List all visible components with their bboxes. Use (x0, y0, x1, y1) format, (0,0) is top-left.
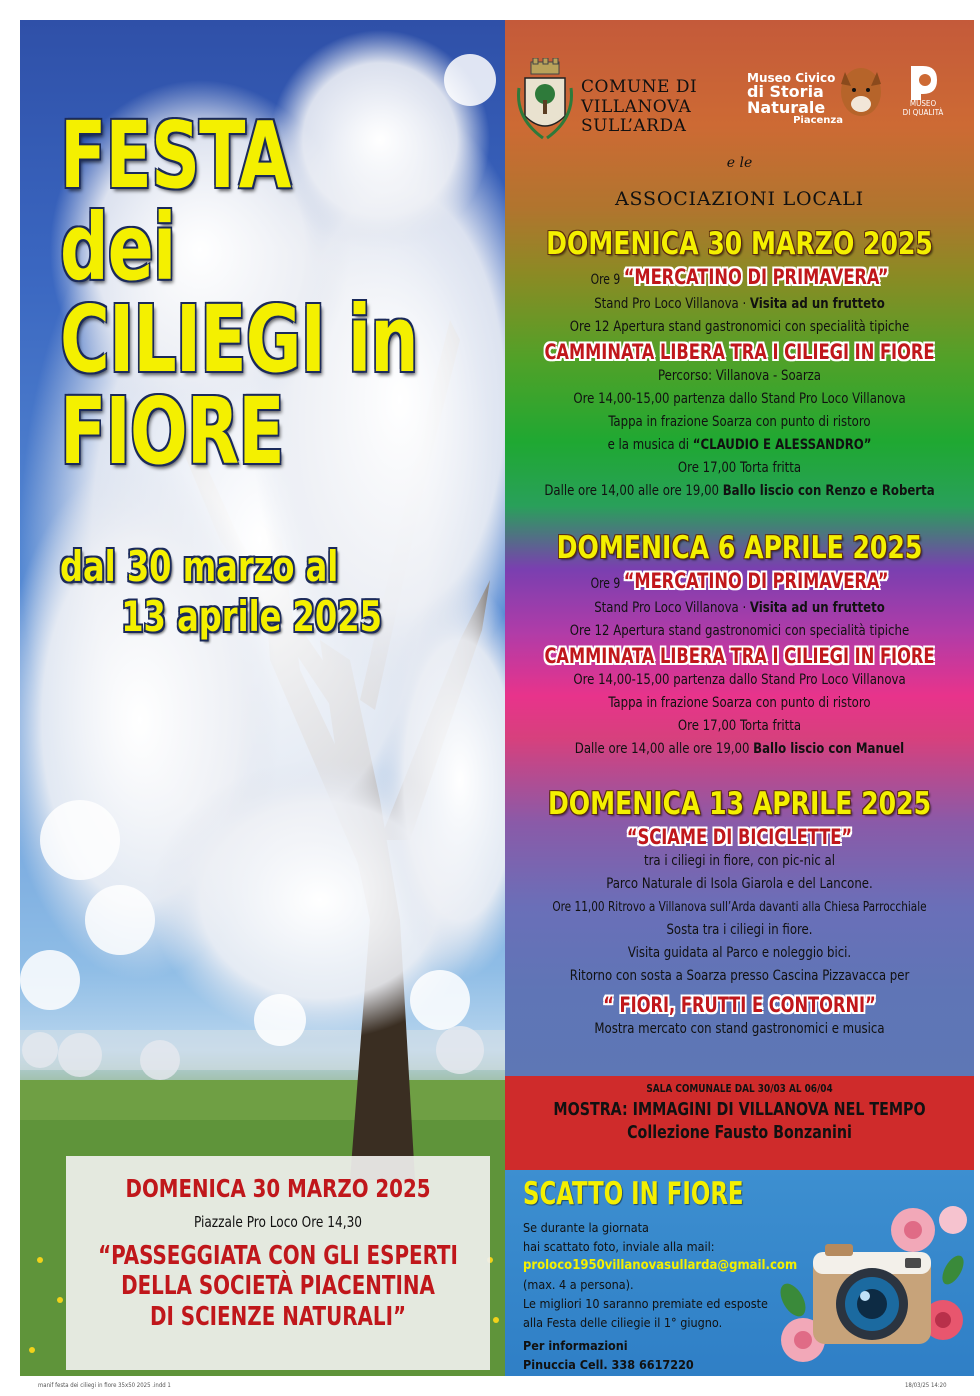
day2-ballo-artists: Ballo liscio con Manuel (753, 741, 905, 757)
photo-contest-title: SCATTO IN FIORE (523, 1176, 744, 1212)
day1-camminata: CAMMINATA LIBERA TRA I CILIEGI IN FIORE (544, 340, 935, 364)
photo-contest-box (505, 1170, 974, 1376)
museo-line: Museo Civico (747, 71, 836, 85)
photo-contest-line: alla Festa delle ciliegie il 1° giugno. (523, 1315, 723, 1330)
title-line-3: FIORE (60, 378, 284, 485)
day1-musica-artists: “CLAUDIO E ALESSANDRO” (692, 437, 872, 453)
contest-email-link[interactable]: proloco1950villanovasullarda@gmail.com (523, 1258, 798, 1273)
day2-torta: Ore 17,00 Torta fritta (677, 718, 802, 734)
photo-contest-line: hai scattato foto, inviale alla mail: (523, 1239, 715, 1254)
special-event-title-line: DI SCIENZE NATURALI” (149, 1301, 407, 1332)
comune-line: VILLANOVA (581, 96, 692, 117)
print-file-info: manif festa dei ciliegi in fiore 35x50 2025 .indd 1 (38, 1382, 171, 1389)
day1-torta: Ore 17,00 Torta fritta (677, 460, 802, 476)
special-event-box (66, 1156, 490, 1370)
title-line-2: CILIEGI in (60, 286, 418, 393)
day2-stand (528, 597, 950, 620)
day3-line: Mostra mercato con stand gastronomici e musica (594, 1021, 885, 1037)
day1-partenza: Ore 14,00-15,00 partenza dallo Stand Pro Loco Villanova (573, 391, 906, 407)
day1-visita: Visita ad un frutteto (749, 296, 885, 312)
day2-program (505, 530, 974, 761)
comune-line: COMUNE DI (581, 77, 698, 97)
museo-line: Naturale (747, 98, 826, 117)
day1-mercatino (538, 264, 941, 293)
day3-fiori: “ FIORI, FRUTTI E CONTORNI” (603, 993, 876, 1017)
day1-percorso: Percorso: Villanova - Soarza (657, 368, 822, 384)
contact-phone: Pinuccia Cell. 338 6617220 (523, 1357, 694, 1372)
day2-partenza: Ore 14,00-15,00 partenza dallo Stand Pro Loco Villanova (573, 672, 906, 688)
day1-stand-text: Stand Pro Loco Villanova · (594, 296, 750, 312)
title-line-1: FESTA dei (60, 102, 291, 301)
day1-program (505, 226, 974, 503)
associazioni-locali: ASSOCIAZIONI LOCALI (615, 188, 864, 210)
coat-of-arms-icon (515, 58, 575, 154)
day1-stand (528, 293, 950, 316)
photo-contest-line: (max. 4 a persona). (523, 1277, 634, 1292)
day3-line: Ritorno con sosta a Soarza presso Cascina Pizzavacca per (569, 968, 910, 984)
day2-visita: Visita ad un frutteto (749, 600, 885, 616)
mostra-title: MOSTRA: IMMAGINI DI VILLANOVA NEL TEMPO (553, 1099, 926, 1120)
comune-line: SULL’ARDA (581, 116, 687, 137)
day2-mercatino-title: “MERCATINO DI PRIMAVERA” (623, 569, 889, 593)
museo-quality-line: MUSEO (909, 99, 937, 108)
day3-line: Ore 11,00 Ritrovo a Villanova sull’Arda davanti alla Chiesa Parrocchiale (552, 900, 927, 915)
museo-line: Piacenza (793, 115, 843, 126)
day1-ballo (528, 480, 950, 503)
contact-info-label: Per informazioni (523, 1338, 628, 1353)
special-event-place: Piazzale Pro Loco Ore 14,30 (193, 1213, 363, 1231)
museo-line: di Storia (747, 82, 824, 101)
day2-stand-text: Stand Pro Loco Villanova · (594, 600, 750, 616)
dates-line-1: dal 30 marzo al (60, 542, 339, 591)
dates-line-2: 13 aprile 2025 (121, 592, 382, 642)
poster (20, 20, 974, 1376)
museo-quality-label (893, 100, 953, 118)
cherry-tree-photo (20, 20, 505, 1376)
day3-line: Sosta tra i ciliegi in fiore. (666, 922, 813, 938)
mostra-collection: Collezione Fausto Bonzanini (627, 1122, 852, 1143)
special-event-title-line: “PASSEGGIATA CON GLI ESPERTI (98, 1241, 458, 1271)
organizers-header (505, 50, 974, 170)
photo-contest-line: Se durante la giornata (523, 1220, 649, 1235)
mostra-place: SALA COMUNALE DAL 30/03 AL 06/04 (646, 1082, 833, 1095)
museo-quality-icon (903, 62, 943, 102)
day2-tappa: Tappa in frazione Soarza con punto di ristoro (608, 695, 871, 711)
museo-quality-line: DI QUALITÀ (902, 107, 944, 117)
day2-title: DOMENICA 6 APRILE 2025 (556, 530, 923, 566)
day1-tappa: Tappa in frazione Soarza con punto di ristoro (608, 414, 871, 430)
day3-sciame: “SCIAME DI BICICLETTE” (626, 825, 853, 849)
print-timestamp: 18/03/25 14:20 (905, 1382, 947, 1389)
mostra-banner (505, 1076, 974, 1170)
special-event-title-line: DELLA SOCIETÀ PIACENTINA (121, 1271, 435, 1302)
day2-ore9: Ore 9 (590, 576, 621, 592)
day2-ballo-text: Dalle ore 14,00 alle ore 19,00 (574, 741, 754, 757)
special-event-title (98, 1241, 458, 1332)
day1-mercatino-title: “MERCATINO DI PRIMAVERA” (623, 265, 889, 289)
special-event-date: DOMENICA 30 MARZO 2025 (125, 1174, 431, 1203)
day3-program (505, 786, 974, 1041)
e-le-text: e le (726, 155, 753, 171)
day3-line: tra i ciliegi in fiore, con pic-nic al (643, 853, 836, 869)
day1-ore9: Ore 9 (590, 272, 621, 288)
festival-dates (60, 542, 500, 643)
comune-name (581, 78, 697, 137)
day2-mercatino (538, 568, 941, 597)
day1-ballo-text: Dalle ore 14,00 alle ore 19,00 (544, 483, 723, 499)
photo-contest-line: Le migliori 10 saranno premiate ed esposte (523, 1296, 768, 1311)
day2-ballo (528, 738, 950, 761)
day2-camminata: CAMMINATA LIBERA TRA I CILIEGI IN FIORE (544, 644, 935, 668)
day3-title: DOMENICA 13 APRILE 2025 (547, 786, 932, 822)
fox-icon (835, 58, 887, 120)
day3-line: Parco Naturale di Isola Giarola e del Lancone. (606, 876, 873, 892)
day3-line: Visita guidata al Parco e noleggio bici. (627, 945, 852, 961)
camera-icon (773, 1200, 973, 1376)
day1-title: DOMENICA 30 MARZO 2025 (546, 226, 933, 262)
poster-title (60, 102, 500, 485)
contact-info (523, 1336, 694, 1374)
day1-musica (528, 434, 950, 457)
day2-ore12: Ore 12 Apertura stand gastronomici con specialità tipiche (569, 623, 910, 639)
day1-ballo-artists: Ballo liscio con Renzo e Roberta (722, 483, 935, 499)
day1-musica-text: e la musica di (607, 437, 693, 453)
program-panel (505, 20, 974, 1076)
day1-ore12: Ore 12 Apertura stand gastronomici con specialità tipiche (569, 319, 910, 335)
